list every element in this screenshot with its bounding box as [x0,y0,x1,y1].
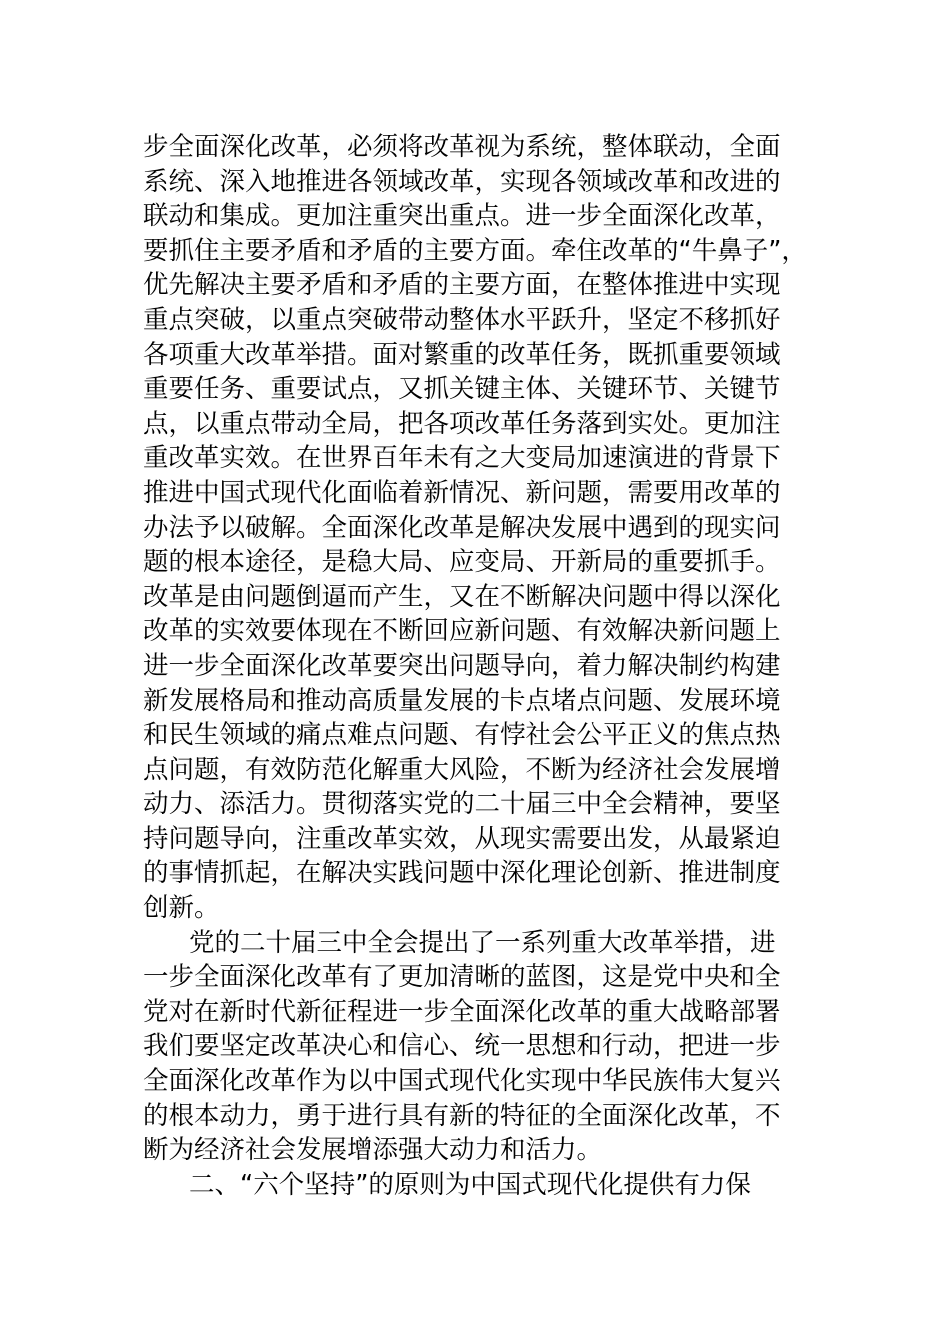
text-line: 动力、添活力。贯彻落实党的二十届三中全会精神，要坚 [143,789,781,820]
text-line: 优先解决主要矛盾和矛盾的主要方面，在整体推进中实现 [143,270,781,301]
text-line-indented: 党的二十届三中全会提出了一系列重大改革举措，进 [189,927,776,958]
text-line: 新发展格局和推动高质量发展的卡点堵点问题、发展环境 [143,685,781,716]
text-line: 系统、深入地推进各领域改革，实现各领域改革和改进的 [143,166,781,197]
text-line: 的事情抓起，在解决实践问题中深化理论创新、推进制度 [143,858,781,889]
text-line: 各项重大改革举措。面对繁重的改革任务，既抓重要领域 [143,339,781,370]
text-line: 点，以重点带动全局，把各项改革任务落到实处。更加注 [143,408,781,439]
text-line: 联动和集成。更加注重突出重点。进一步全面深化改革， [143,201,781,232]
text-line: 我们要坚定改革决心和信心、统一思想和行动，把进一步 [143,1031,781,1062]
text-line: 党对在新时代新征程进一步全面深化改革的重大战略部署 [143,996,781,1027]
text-line: 持问题导向，注重改革实效，从现实需要出发，从最紧迫 [143,823,781,854]
section-heading [143,1168,813,1203]
text-line: 和民生领域的痛点难点问题、有悖社会公平正义的焦点热 [143,720,781,751]
text-line: 一步全面深化改革有了更加清晰的蓝图，这是党中央和全 [143,962,781,993]
document-body [143,130,813,1202]
text-line: 重改革实效。在世界百年未有之大变局加速演进的背景下 [143,443,781,474]
text-line: 全面深化改革作为以中国式现代化实现中华民族伟大复兴 [143,1066,781,1097]
text-line: 断为经济社会发展增添强大动力和活力。 [143,1135,603,1166]
text-line: 推进中国式现代化面临着新情况、新问题，需要用改革的 [143,477,781,508]
text-line: 重要任务、重要试点，又抓关键主体、关键环节、关键节 [143,374,781,405]
text-line: 要抓住主要矛盾和矛盾的主要方面。牵住改革的“牛鼻子”， [143,235,807,266]
text-line: 步全面深化改革，必须将改革视为系统，整体联动，全面 [143,132,781,162]
text-line: 重点突破，以重点突破带动整体水平跃升，坚定不移抓好 [143,304,781,335]
text-line: 改革的实效要体现在不断回应新问题、有效解决新问题上 [143,616,781,647]
paragraph-2 [143,926,813,1168]
text-line: 创新。 [143,893,220,924]
paragraph-1 [143,130,813,926]
section-heading-text: 二、“六个坚持”的原则为中国式现代化提供有力保 [189,1169,751,1200]
text-line: 进一步全面深化改革要突出问题导向，着力解决制约构建 [143,650,781,681]
text-line: 点问题，有效防范化解重大风险，不断为经济社会发展增 [143,754,781,785]
text-line: 办法予以破解。全面深化改革是解决发展中遇到的现实问 [143,512,781,543]
text-line: 的根本动力，勇于进行具有新的特征的全面深化改革，不 [143,1100,781,1131]
text-line: 改革是由问题倒逼而产生，又在不断解决问题中得以深化 [143,581,781,612]
text-line: 题的根本途径，是稳大局、应变局、开新局的重要抓手。 [143,547,781,578]
